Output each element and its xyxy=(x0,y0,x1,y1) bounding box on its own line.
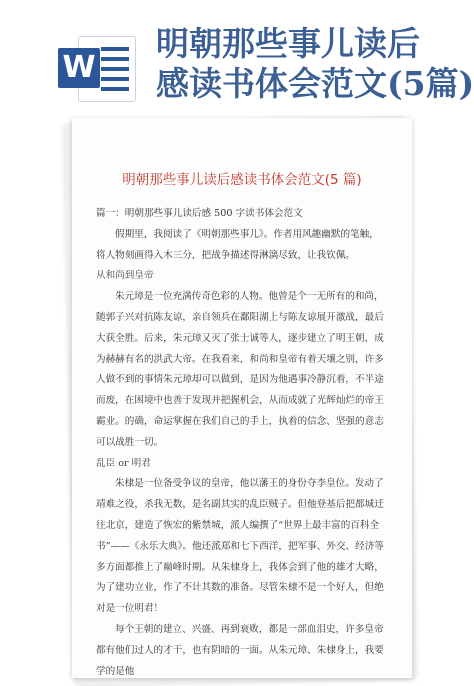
document-page xyxy=(72,118,412,678)
word-document-icon xyxy=(58,32,138,104)
document-body xyxy=(96,204,388,682)
subheading: 从和尚到皇帝 xyxy=(96,270,154,282)
section-heading: 篇一：明朝那些事儿读后感 500 字读书体会范文 xyxy=(96,208,303,219)
paragraph: 朱元璋是一位充满传奇色彩的人物。他曾是个一无所有的和尚，随郭子兴对抗陈友谅，亲自领兵在鄱阳湖上与陈友谅展开激战，最后大获全胜。后来，朱元璋又灭了张士诚等人，逐步建立了明王朝，成为赫赫有名的洪武大帝。在我看来，和尚和皇帝有着天壤之别，许多人做不到的事情朱元璋却可以做到，是因为他遇事冷静沉着，不半途而废，在困境中也善于发现并把握机会，从而成就了光辉灿烂的帝王霸业。的确，命运掌握在我们自己的手上，执着的信念、坚强的意志可以战胜一切。 xyxy=(96,291,384,448)
paragraph: 朱棣是一位备受争议的皇帝，他以藩王的身份夺李皇位。发动了靖难之役，杀我无数，是名副其实的乱臣贼子。但他登基后把都城迁往北京，建造了恢宏的紫禁城，派人编撰了“世界上最丰富的百科全书”——《永乐大典》。他还派郑和七下西洋，把军事、外交、经济等多方面都推上了巅峰时期。从朱棣身上，我体会到了他的雄才大略，为了建功立业，作了不计其数的准备。尽管朱棣不是一个好人，但绝对是一位明君！ xyxy=(96,478,384,615)
page-title xyxy=(156,24,474,104)
document-title: 明朝那些事儿读后感读书体会范文(5 篇) xyxy=(122,172,362,188)
paragraph: 假期里，我阅读了《明朝那些事儿》。作者用风趣幽默的笔触，将人物刻画得入木三分，把战争描述得淋漓尽致，让我钦佩。 xyxy=(96,228,379,261)
subheading: 乱臣 or 明君 xyxy=(96,457,151,469)
paragraph: 每个王朝的建立、兴盛、再到衰败，都是一部血泪史，许多皇帝都有他们过人的才干，也有阴暗的一面。从朱元璋、朱棣身上，我要学的是他 xyxy=(96,623,384,677)
page-title-line2: 感读书体会范文(5篇) xyxy=(156,64,474,103)
page-header xyxy=(0,0,474,110)
page-title-line1: 明朝那些事儿读后 xyxy=(156,24,420,63)
word-badge: W xyxy=(58,48,100,88)
